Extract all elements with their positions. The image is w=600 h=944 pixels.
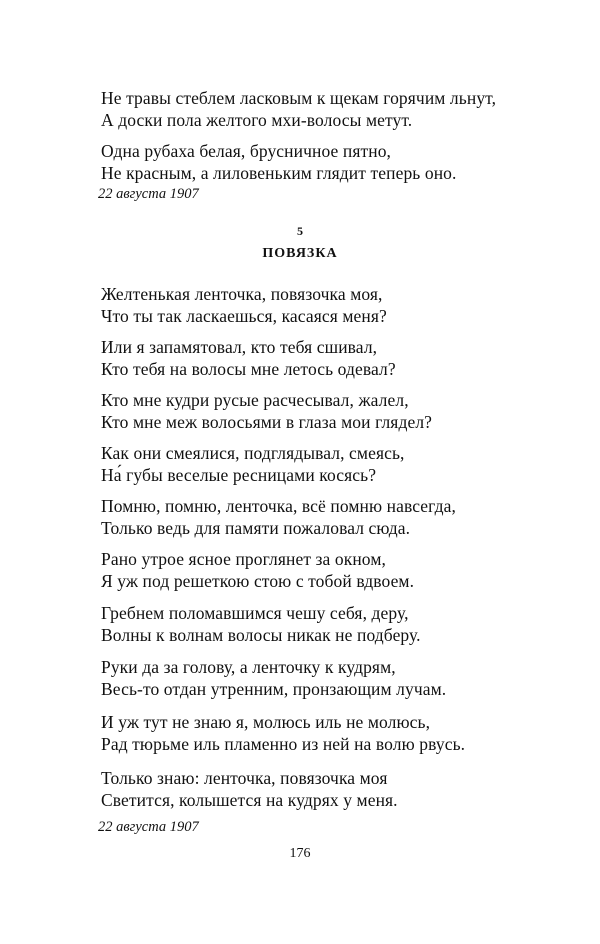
- poem-stanza: [101, 442, 561, 486]
- poem-line: Кто мне меж волосьями в глаза мои глядел?: [101, 412, 433, 432]
- poem-stanza: [101, 711, 561, 755]
- poem-line: На́ губы веселые ресницами косясь?: [101, 465, 377, 485]
- poem-line: Как они смеялися, подглядывал, смеясь,: [101, 443, 405, 463]
- poem-line: Не травы стеблем ласковым к щекам горячим льнут,: [101, 88, 497, 108]
- poem-line: Рад тюрьме иль пламенно из ней на волю рвусь.: [101, 734, 466, 754]
- page-number: 176: [289, 846, 311, 861]
- poem-stanza: [101, 548, 561, 592]
- poem-stanza: [101, 602, 561, 646]
- poem-date: 22 августа 1907: [98, 819, 199, 835]
- poem-line: Или я запамятовал, кто тебя сшивал,: [101, 337, 378, 357]
- poem-line: Руки да за голову, а ленточку к кудрям,: [101, 657, 396, 677]
- poem-line: Гребнем поломавшимся чешу себя, деру,: [101, 603, 409, 623]
- poem-line: Одна рубаха белая, брусничное пятно,: [101, 141, 392, 161]
- poem-line: А доски пола желтого мхи-волосы метут.: [101, 110, 413, 130]
- poem-line: Волны к волнам волосы никак не подберу.: [101, 625, 421, 645]
- prev-poem-date: 22 августа 1907: [98, 186, 199, 202]
- poem-line: Только знаю: ленточка, повязочка моя: [101, 768, 388, 788]
- poem-number: 5: [297, 224, 303, 238]
- poem-line: Я уж под решеткою стою с тобой вдвоем.: [101, 571, 415, 591]
- prev-poem-stanza: [101, 87, 561, 131]
- prev-poem-stanza: [101, 140, 561, 184]
- poem-line: Что ты так ласкаешься, касаяся меня?: [101, 306, 387, 326]
- poem-stanza: [101, 656, 561, 700]
- poem-stanza: [101, 283, 561, 327]
- poem-line: И уж тут не знаю я, молюсь иль не молюсь,: [101, 712, 431, 732]
- poem-line: Желтенькая ленточка, повязочка моя,: [101, 284, 383, 304]
- poem-line: Рано утрое ясное проглянет за окном,: [101, 549, 386, 569]
- poem-stanza: [101, 495, 561, 539]
- poem-line: Светится, колышется на кудрях у меня.: [101, 790, 398, 810]
- poem-line: Весь-то отдан утренним, пронзающим лучам.: [101, 679, 447, 699]
- poem-line: Только ведь для памяти пожаловал сюда.: [101, 518, 411, 538]
- poem-line: Кто тебя на волосы мне летось одевал?: [101, 359, 396, 379]
- poem-line: Помню, помню, ленточка, всё помню навсегда,: [101, 496, 456, 516]
- poem-line: Кто мне кудри русые расчесывал, жалел,: [101, 390, 409, 410]
- poem-stanza: [101, 767, 561, 811]
- poem-stanza: [101, 336, 561, 380]
- poem-title: ПОВЯЗКА: [262, 246, 338, 261]
- poem-line: Не красным, а лиловеньким глядит теперь оно.: [101, 163, 457, 183]
- poem-stanza: [101, 389, 561, 433]
